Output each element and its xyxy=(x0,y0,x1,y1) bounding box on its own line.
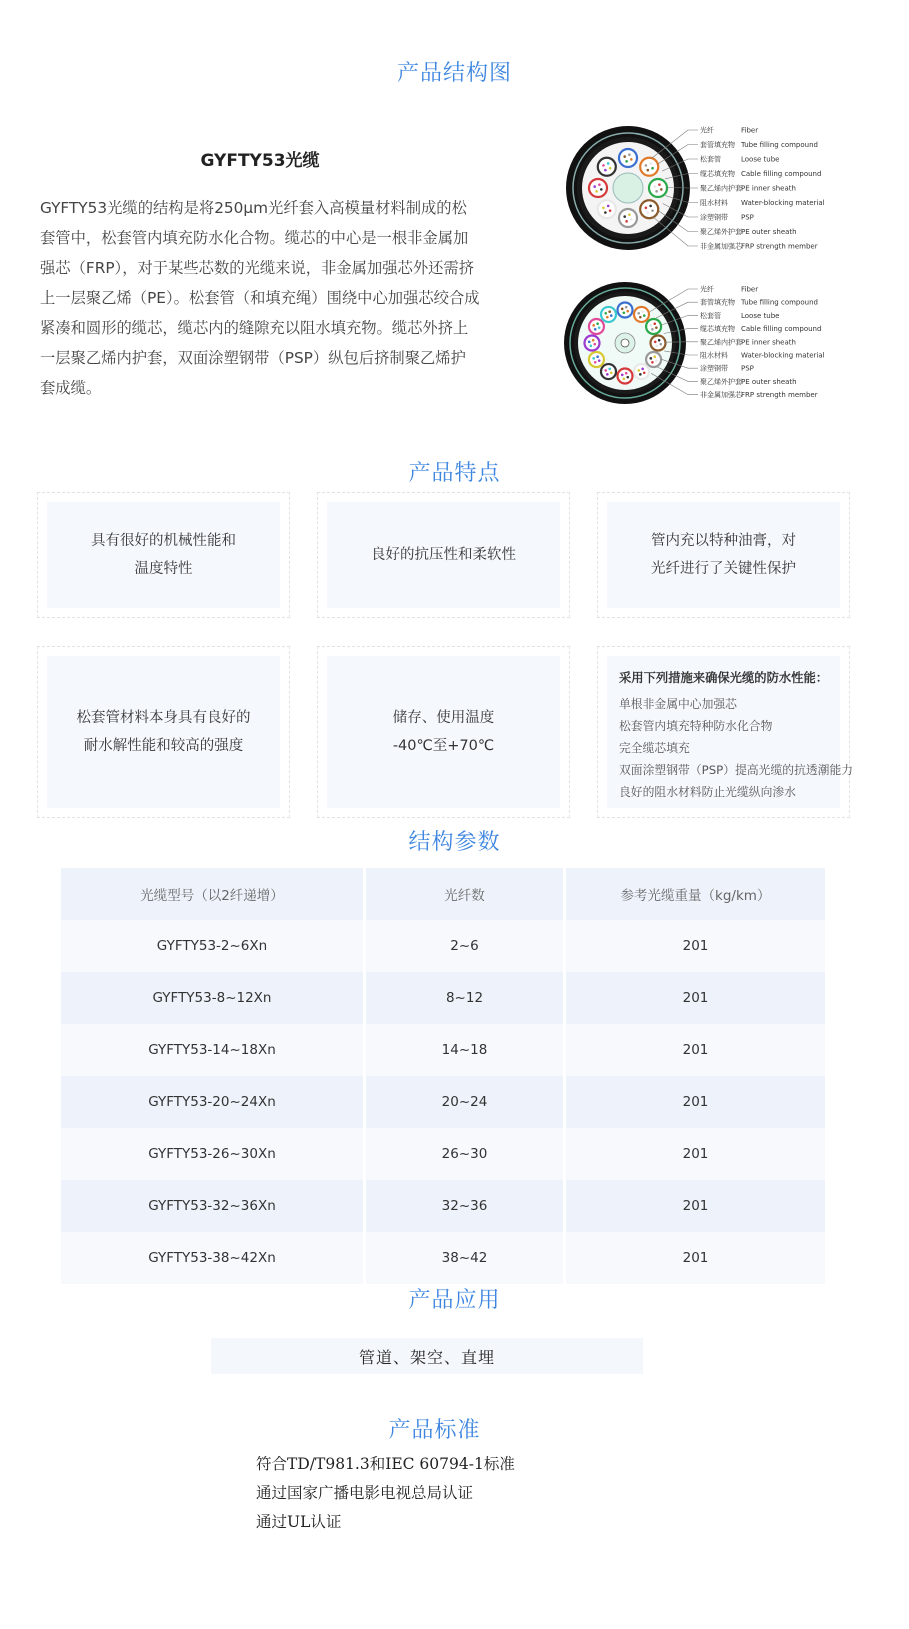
feature-text: -40℃至+70℃ xyxy=(392,738,495,754)
table-row xyxy=(61,920,825,972)
table-cell: 38~42 xyxy=(366,1232,563,1284)
cable-cross-section-diagram-2 xyxy=(560,278,830,408)
loose-tube-shape xyxy=(589,319,604,334)
diagram-label-en: PSP xyxy=(741,213,754,222)
feature-text: 良好的抗压性和柔软性 xyxy=(371,547,516,563)
diagram-label-cn: 涂塑钢带 xyxy=(700,364,728,373)
diagram-label-en: FRP strength member xyxy=(741,391,818,400)
list-item: 松套管内填充特种防水化合物 xyxy=(619,719,773,733)
diagram-label-cn: 非金属加强芯 xyxy=(700,242,742,251)
loose-tube-shape xyxy=(601,364,616,379)
feature-card xyxy=(317,646,570,818)
loose-tube-shape xyxy=(619,209,637,227)
loose-tube-shape xyxy=(618,303,633,318)
table-cell: 201 xyxy=(566,1180,825,1232)
loose-tube-shape xyxy=(646,352,661,367)
loose-tube-shape xyxy=(598,200,616,218)
diagram-label-en: PE outer sheath xyxy=(741,377,797,386)
table-cell: GYFTY53-26~30Xn xyxy=(61,1128,363,1180)
table-cell: 14~18 xyxy=(366,1024,563,1076)
table-cell: 201 xyxy=(566,1232,825,1284)
feature-list-heading: 采用下列措施来确保光缆的防水性能： xyxy=(619,671,829,685)
list-item: 良好的阻水材料防止光缆纵向渗水 xyxy=(619,785,796,799)
loose-tube-shape xyxy=(619,149,637,167)
diagram-label-en: Cable filling compound xyxy=(741,170,822,178)
diagram-label-en: Fiber xyxy=(741,285,759,294)
section-title-structure: 产品结构图 xyxy=(396,61,512,86)
loose-tube-shape xyxy=(640,158,658,176)
diagram-label-en: FRP strength member xyxy=(741,242,818,251)
diagram-label-en: Water-blocking material xyxy=(741,351,825,360)
loose-tube-shape xyxy=(618,369,633,384)
table-header-cell: 光纤数 xyxy=(366,868,563,920)
table-cell: GYFTY53-14~18Xn xyxy=(61,1024,363,1076)
diagram-label-en: Cable filling compound xyxy=(741,325,822,334)
diagram-label-cn: 套管填充物 xyxy=(700,141,735,149)
table-cell: 20~24 xyxy=(366,1076,563,1128)
list-item: 通过国家广播电影电视总局认证 xyxy=(256,1484,474,1502)
section-title-features: 产品特点 xyxy=(408,461,501,486)
diagram-label-cn: 缆芯填充物 xyxy=(700,170,735,178)
diagram-label-en: PSP xyxy=(741,364,754,373)
loose-tube-shape xyxy=(585,336,600,351)
standards-list xyxy=(256,1450,515,1537)
table-row xyxy=(61,1076,825,1128)
diagram-label-en: Fiber xyxy=(741,126,759,135)
table-row xyxy=(61,1180,825,1232)
loose-tube-shape xyxy=(634,364,649,379)
cable-cross-section-diagram-1 xyxy=(560,120,830,260)
diagram-label-cn: 聚乙烯外护套 xyxy=(700,228,742,236)
feature-card xyxy=(37,492,290,618)
list-item: 符合TD/T981.3和IEC 60794-1标准 xyxy=(256,1455,515,1473)
application-box xyxy=(211,1338,643,1374)
table-cell: 201 xyxy=(566,1024,825,1076)
section-title-application: 产品应用 xyxy=(408,1288,501,1313)
diagram-label-cn: 阻水材料 xyxy=(700,351,728,360)
table-cell: 201 xyxy=(566,972,825,1024)
diagram-label-en: Water-blocking material xyxy=(741,199,825,207)
table-header-cell: 光缆型号（以2纤递增） xyxy=(61,868,363,920)
table-header-row xyxy=(61,868,825,920)
loose-tube-shape xyxy=(598,158,616,176)
diagram-label-cn: 阻水材料 xyxy=(700,199,728,207)
diagram-label-cn: 聚乙烯外护套 xyxy=(700,377,742,386)
diagram-label-cn: 光纤 xyxy=(700,285,714,294)
section-title-params: 结构参数 xyxy=(408,830,501,855)
table-cell: 26~30 xyxy=(366,1128,563,1180)
feature-card-waterproof xyxy=(597,646,854,818)
diagram-label-en: Loose tube xyxy=(741,311,780,320)
loose-tube-shape xyxy=(634,307,649,322)
feature-text: 储存、使用温度 xyxy=(392,710,495,726)
table-row xyxy=(61,1232,825,1284)
table-cell: 2~6 xyxy=(366,920,563,972)
feature-text: 具有很好的机械性能和 xyxy=(91,533,236,549)
diagram-label-cn: 非金属加强芯 xyxy=(700,391,742,400)
table-cell: GYFTY53-8~12Xn xyxy=(61,972,363,1024)
table-row xyxy=(61,1024,825,1076)
diagram-label-en: Tube filling compound xyxy=(741,141,818,149)
table-header-cell: 参考光缆重量（kg/km） xyxy=(566,868,825,920)
diagram-label-en: Tube filling compound xyxy=(741,298,818,307)
loose-tube-shape xyxy=(646,319,661,334)
list-item: 双面涂塑钢带（PSP）提高光缆的抗透潮能力 xyxy=(619,763,854,777)
diagram-label-cn: 光纤 xyxy=(700,126,714,135)
feature-text: 光纤进行了关键性保护 xyxy=(651,561,796,577)
feature-card xyxy=(37,646,290,818)
loose-tube-shape xyxy=(640,200,658,218)
loose-tube-shape xyxy=(649,179,667,197)
table-cell: 201 xyxy=(566,1076,825,1128)
feature-text: 温度特性 xyxy=(134,561,193,577)
loose-tube-shape xyxy=(589,352,604,367)
table-cell: GYFTY53-38~42Xn xyxy=(61,1232,363,1284)
product-description: GYFTY53光缆的结构是将250μm光纤套入高模量材料制成的松套管中，松套管内填充防水化合物。缆芯的中心是一根非金属加强芯（FRP），对于某些芯数的光缆来说，非金属加强芯外还需挤上一层聚乙烯（PE）。松套管（和填充绳）围绕中心加强芯绞合成紧凑和圆形的缆芯，缆芯内的缝隙充以阻水填充物。缆芯外挤上一层聚乙烯内护套，双面涂塑钢带（PSP）纵包后挤制聚乙烯护套成缆。 xyxy=(40,199,480,397)
diagram-label-en: PE inner sheath xyxy=(741,338,796,347)
section-title-standard: 产品标准 xyxy=(388,1418,481,1443)
feature-text: 管内充以特种油膏，对 xyxy=(651,533,796,549)
parameter-table xyxy=(58,868,828,1284)
feature-text: 松套管材料本身具有良好的 xyxy=(76,710,251,726)
loose-tube-shape xyxy=(651,336,666,351)
diagram-label-en: PE inner sheath xyxy=(741,184,796,193)
table-cell: GYFTY53-32~36Xn xyxy=(61,1180,363,1232)
table-cell: GYFTY53-2~6Xn xyxy=(61,920,363,972)
table-cell: 201 xyxy=(566,1128,825,1180)
diagram-label-en: Loose tube xyxy=(741,155,780,164)
table-cell: 32~36 xyxy=(366,1180,563,1232)
table-row xyxy=(61,972,825,1024)
table-row xyxy=(61,1128,825,1180)
loose-tube-shape xyxy=(589,179,607,197)
diagram-label-cn: 缆芯填充物 xyxy=(700,325,735,334)
feature-card xyxy=(597,492,850,618)
feature-text: 耐水解性能和较高的强度 xyxy=(83,738,244,754)
table-cell: 201 xyxy=(566,920,825,972)
diagram-label-cn: 套管填充物 xyxy=(700,298,735,307)
table-cell: 8~12 xyxy=(366,972,563,1024)
feature-card xyxy=(317,492,570,618)
diagram-label-cn: 涂塑钢带 xyxy=(700,213,728,222)
list-item: 完全缆芯填充 xyxy=(619,741,690,755)
diagram-label-cn: 松套管 xyxy=(700,311,721,320)
diagram-label-cn: 松套管 xyxy=(700,155,721,164)
application-text: 管道、架空、直埋 xyxy=(358,1347,495,1367)
diagram-label-cn: 聚乙烯内护套 xyxy=(700,338,742,347)
list-item: 通过UL认证 xyxy=(256,1513,342,1531)
loose-tube-shape xyxy=(601,307,616,322)
product-heading: GYFTY53光缆 xyxy=(200,151,320,171)
table-cell: GYFTY53-20~24Xn xyxy=(61,1076,363,1128)
list-item: 单根非金属中心加强芯 xyxy=(619,697,737,711)
diagram-label-cn: 聚乙烯内护套 xyxy=(700,184,742,193)
diagram-label-en: PE outer sheath xyxy=(741,228,797,236)
